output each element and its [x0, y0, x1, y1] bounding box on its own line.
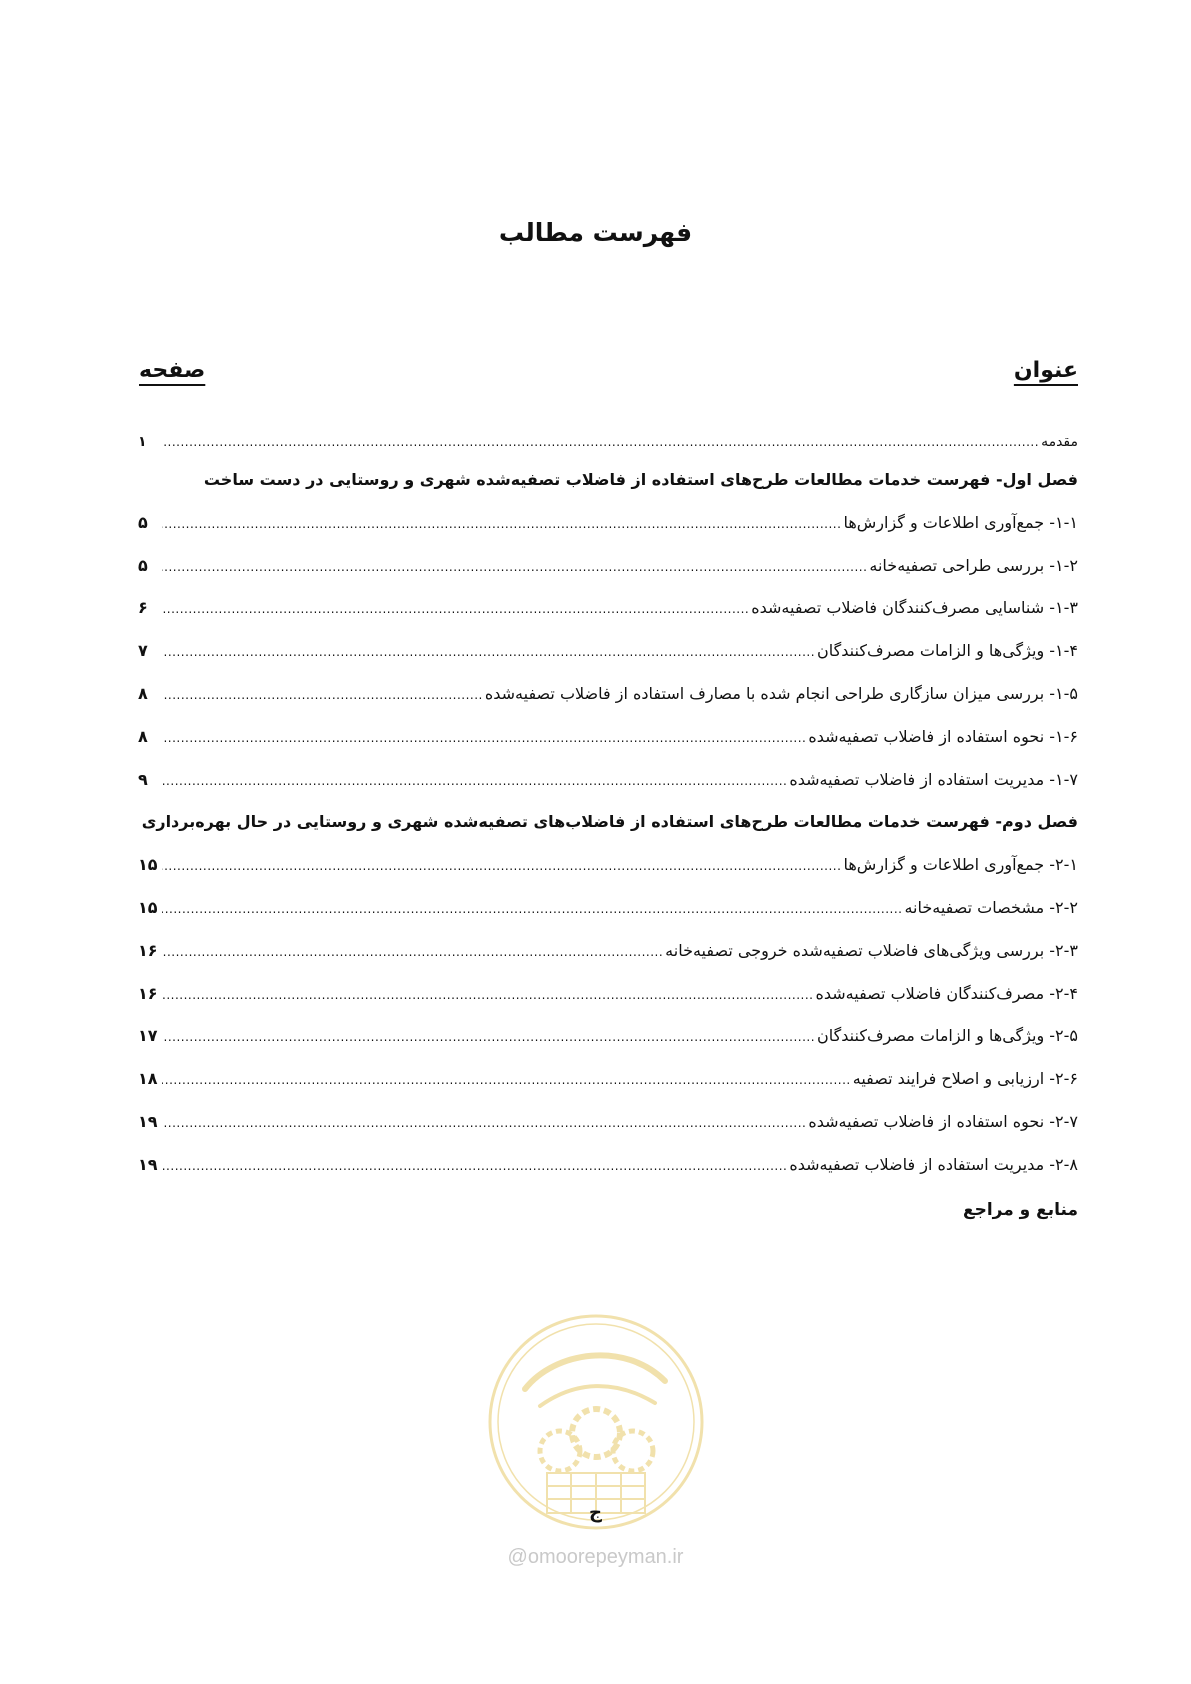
page-title: فهرست مطالب [498, 218, 693, 247]
watermark-url-text: omoorepeyman.ir [527, 1546, 684, 1568]
toc-entry[interactable] [138, 930, 1078, 973]
leader-dots [162, 1059, 851, 1102]
seal-watermark-logo [485, 1311, 707, 1533]
toc-entry-title: ۱-۲- بررسی طراحی تصفیه‌خانه [869, 555, 1078, 575]
toc-entry-page: ۱۹ [138, 1111, 158, 1131]
toc-entry[interactable] [138, 673, 1078, 716]
toc-entry-page: ۸ [138, 726, 148, 746]
leader-dots [162, 760, 787, 803]
toc-entry-page: ۱۶ [138, 983, 158, 1003]
toc-entry[interactable] [138, 630, 1078, 673]
leader-dots [162, 931, 663, 974]
table-of-contents [138, 425, 1078, 1233]
references-heading[interactable]: منابع و مراجع [962, 1199, 1078, 1220]
toc-entry[interactable] [138, 973, 1078, 1016]
toc-entry[interactable] [138, 1058, 1078, 1101]
leader-dots [162, 717, 806, 760]
leader-dots [162, 974, 813, 1017]
toc-entry-title: ۱-۴- ویژگی‌ها و الزامات مصرف‌کنندگان [817, 641, 1078, 661]
toc-entry-page: ۸ [138, 683, 148, 703]
toc-entry-title: مقدمه [1041, 434, 1078, 450]
toc-entry[interactable] [138, 716, 1078, 759]
leader-dots [162, 888, 902, 931]
toc-entry-page: ۱۸ [138, 1069, 158, 1089]
chapter-1-heading[interactable]: فصل اول- فهرست خدمات مطالعات طرح‌های استفاده از فاضلاب تصفیه‌شده شهری و روستایی در دست ساخت [203, 470, 1078, 489]
page-column-header: صفحه [139, 358, 206, 383]
toc-entry-title: ۲-۱- جمع‌آوری اطلاعات و گزارش‌ها [843, 855, 1078, 875]
toc-entry-page: ۱۹ [138, 1154, 158, 1174]
toc-entry-page: ۶ [138, 598, 148, 618]
toc-entry-title: ۱-۷- مدیریت استفاده از فاضلاب تصفیه‌شده [789, 769, 1078, 789]
toc-entry-title: ۱-۱- جمع‌آوری اطلاعات و گزارش‌ها [843, 512, 1078, 532]
leader-dots [162, 631, 815, 674]
toc-entry[interactable] [138, 1144, 1078, 1187]
toc-entry[interactable] [138, 759, 1078, 802]
leader-dots [162, 588, 749, 631]
toc-entry-page: ۱۶ [138, 940, 158, 960]
leader-dots [162, 1102, 806, 1145]
toc-entry[interactable] [138, 545, 1078, 588]
chapter-2-heading[interactable]: فصل دوم- فهرست خدمات مطالعات طرح‌های استفاده از فاضلاب‌های تصفیه‌شده شهری و روستایی در حال بهره‌برداری [141, 812, 1078, 832]
leader-dots [162, 503, 841, 546]
leader-dots [162, 1145, 787, 1188]
toc-entry-page: ۱۵ [138, 897, 158, 917]
toc-entry[interactable] [138, 887, 1078, 930]
toc-entry-page: ۱۵ [138, 855, 158, 875]
toc-entry-title: ۲-۲- مشخصات تصفیه‌خانه [904, 897, 1078, 917]
toc-entry[interactable] [138, 844, 1078, 887]
toc-entry-title: ۱-۵- بررسی میزان سازگاری طراحی انجام شده با مصارف استفاده از فاضلاب تصفیه‌شده [484, 683, 1078, 703]
toc-entry-title: ۲-۶- ارزیابی و اصلاح فرایند تصفیه [852, 1069, 1078, 1089]
toc-entry-page: ۵ [138, 512, 148, 532]
toc-entry-title: ۲-۷- نحوه استفاده از فاضلاب تصفیه‌شده [808, 1111, 1078, 1131]
toc-entry-intro[interactable] [138, 425, 1078, 459]
toc-entry[interactable] [138, 587, 1078, 630]
leader-dots [162, 546, 867, 589]
toc-entry-page: ۵ [138, 555, 148, 575]
toc-entry[interactable] [138, 1101, 1078, 1144]
toc-entry-page: ۹ [138, 769, 148, 789]
toc-entry-title: ۱-۶- نحوه استفاده از فاضلاب تصفیه‌شده [808, 726, 1078, 746]
leader-dots [162, 1016, 815, 1059]
title-column-header: عنوان [1013, 358, 1078, 383]
leader-dots [162, 845, 841, 888]
toc-entry-title: ۱-۳- شناسایی مصرف‌کنندگان فاضلاب تصفیه‌شده [751, 598, 1078, 618]
watermark-url: @omoorepeyman.ir [507, 1546, 684, 1568]
toc-entry[interactable] [138, 502, 1078, 545]
toc-entry-page: ۷ [138, 641, 148, 661]
toc-entry[interactable] [138, 1015, 1078, 1058]
toc-entry-title: ۲-۳- بررسی ویژگی‌های فاضلاب تصفیه‌شده خروجی تصفیه‌خانه [665, 940, 1078, 960]
toc-entry-page: ۱۷ [138, 1026, 158, 1046]
toc-entry-title: ۲-۵- ویژگی‌ها و الزامات مصرف‌کنندگان [817, 1026, 1078, 1046]
toc-entry-title: ۲-۴- مصرف‌کنندگان فاضلاب تصفیه‌شده [815, 983, 1078, 1003]
toc-entry-page: ۱ [138, 434, 147, 450]
toc-entry-title: ۲-۸- مدیریت استفاده از فاضلاب تصفیه‌شده [789, 1154, 1078, 1174]
page-number: ج [589, 1502, 602, 1523]
leader-dots [162, 674, 483, 717]
leader-dots [162, 425, 1039, 459]
